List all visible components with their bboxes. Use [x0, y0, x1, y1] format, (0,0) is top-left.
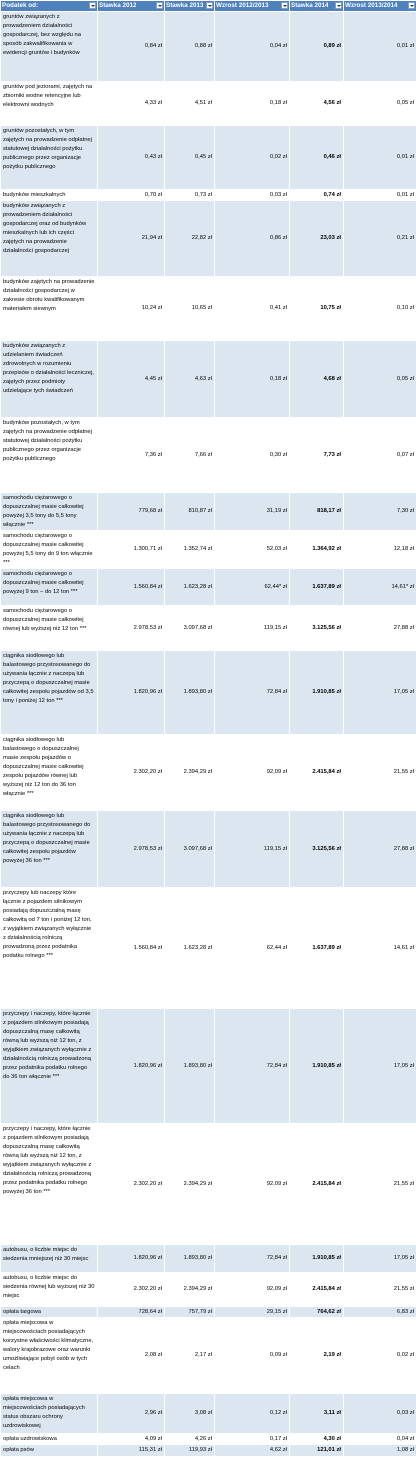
- cell-wzrost-2013-2014: 0,01 zł: [344, 126, 416, 190]
- cell-stawka-2013: 0,73 zł: [165, 190, 215, 201]
- cell-wzrost-2013-2014: 0,04 zł: [344, 1434, 416, 1445]
- cell-wzrost-2013-2014: 14,61 zł: [344, 888, 416, 1009]
- filter-dropdown-icon[interactable]: [156, 2, 163, 9]
- cell-stawka-2012: 4,45 zł: [98, 341, 165, 418]
- cell-stawka-2012: 0,84 zł: [98, 12, 165, 82]
- cell-stawka-2014: 2.415,84 zł: [290, 1124, 344, 1245]
- table-row: [1, 418, 416, 493]
- cell-stawka-2013: 2,17 zł: [165, 1318, 215, 1394]
- header-podatek: Podatek od:: [1, 1, 98, 12]
- cell-wzrost-2012-2013: 0,30 zł: [215, 418, 290, 493]
- cell-wzrost-2013-2014: 12,18 zł: [344, 531, 416, 569]
- cell-stawka-2013: 1.893,80 zł: [165, 1245, 215, 1273]
- table-row: [1, 1273, 416, 1307]
- header-wzrost-2012-2013: Wzrost 2012/2013: [215, 1, 290, 12]
- table-row: [1, 126, 416, 190]
- cell-wzrost-2012-2013: 119,15 zł: [215, 811, 290, 888]
- cell-wzrost-2012-2013: 0,02 zł: [215, 126, 290, 190]
- cell-stawka-2013: 4,63 zł: [165, 341, 215, 418]
- cell-description: opłata miejscowa w miejscowościach posiadających korzystne właściwości klimatyczne, walory krajobrazowe oraz warunki umożliwiające pobyt osób w tych celach: [1, 1318, 98, 1394]
- table-body: [1, 12, 416, 1457]
- cell-description: opłata uzdrowiskowa: [1, 1434, 98, 1445]
- cell-wzrost-2013-2014: 27,88 zł: [344, 811, 416, 888]
- cell-stawka-2014: 2,19 zł: [290, 1318, 344, 1394]
- table-row: [1, 606, 416, 651]
- cell-stawka-2012: 21,94 zł: [98, 201, 165, 277]
- cell-wzrost-2012-2013: 0,18 zł: [215, 341, 290, 418]
- cell-description: gruntów pozostałych, w tym zajętych na prowadzenie odpłatnej statutowej działalności pożytku publicznego przez organizacje pożytku publicznego: [1, 126, 98, 190]
- cell-wzrost-2012-2013: 0,41 zł: [215, 277, 290, 341]
- filter-dropdown-icon[interactable]: [206, 2, 213, 9]
- cell-stawka-2014: 0,46 zł: [290, 126, 344, 190]
- filter-dropdown-icon[interactable]: [281, 2, 288, 9]
- cell-stawka-2012: 2.978,53 zł: [98, 811, 165, 888]
- cell-stawka-2012: 1.820,96 zł: [98, 651, 165, 735]
- table-row: [1, 341, 416, 418]
- cell-stawka-2013: 3.097,68 zł: [165, 811, 215, 888]
- cell-stawka-2012: 2.302,20 zł: [98, 1124, 165, 1245]
- table-row: [1, 277, 416, 341]
- cell-wzrost-2013-2014: 0,01 zł: [344, 190, 416, 201]
- cell-wzrost-2012-2013: 92,09 zł: [215, 735, 290, 811]
- cell-stawka-2012: 1.560,84 zł: [98, 569, 165, 606]
- cell-description: budynków związanych z udzielaniem świadczeń zdrowotnych w rozumieniu przepisów o działalności leczniczej, zajętych przez podmioty udzielające tych świadczeń: [1, 341, 98, 418]
- cell-description: samochodu ciężarowego o dopuszczalnej masie całkowitej powyżej 3,5 tony do 5,5 tony włącznie ***: [1, 493, 98, 531]
- cell-wzrost-2012-2013: 72,84 zł: [215, 1009, 290, 1124]
- cell-stawka-2012: 728,64 zł: [98, 1307, 165, 1318]
- cell-wzrost-2012-2013: 0,86 zł: [215, 201, 290, 277]
- filter-dropdown-icon[interactable]: [335, 2, 342, 9]
- cell-wzrost-2013-2014: 21,55 zł: [344, 1273, 416, 1307]
- cell-stawka-2012: 1.560,84 zł: [98, 888, 165, 1009]
- cell-wzrost-2012-2013: 31,19 zł: [215, 493, 290, 531]
- cell-wzrost-2012-2013: 72,84 zł: [215, 1245, 290, 1273]
- cell-stawka-2014: 0,89 zł: [290, 12, 344, 82]
- cell-wzrost-2013-2014: 27,88 zł: [344, 606, 416, 651]
- cell-stawka-2012: 7,36 zł: [98, 418, 165, 493]
- cell-stawka-2014: 7,73 zł: [290, 418, 344, 493]
- cell-stawka-2013: 2.394,29 zł: [165, 1273, 215, 1307]
- header-stawka-2014: Stawka 2014: [290, 1, 344, 12]
- cell-stawka-2014: 2.415,84 zł: [290, 735, 344, 811]
- cell-stawka-2014: 3.125,56 zł: [290, 811, 344, 888]
- cell-wzrost-2012-2013: 29,15 zł: [215, 1307, 290, 1318]
- cell-description: budynków zajętych na prowadzenie działalności gospodarczej w zakresie obrotu kwalifikowanym materiałem siewnym: [1, 277, 98, 341]
- cell-stawka-2012: 2.302,20 zł: [98, 735, 165, 811]
- cell-stawka-2014: 1.637,89 zł: [290, 569, 344, 606]
- cell-stawka-2012: 0,43 zł: [98, 126, 165, 190]
- cell-description: przyczepy i naczepy, które łącznie z pojazdem silnikowym posiadają dopuszczalną masę całkowitą równą lub wyższą niż 12 ton, z wyjątkiem związanych wyłącznie z działalnością rolniczą prowadzoną przez podatnika podatku rolnego do 36 ton włącznie ***: [1, 1009, 98, 1124]
- table-row: [1, 1009, 416, 1124]
- cell-stawka-2013: 0,88 zł: [165, 12, 215, 82]
- table-row: [1, 82, 416, 126]
- cell-stawka-2014: 1.910,85 zł: [290, 651, 344, 735]
- cell-description: ciągnika siodłowego lub balastowego przystosowanego do używania łącznie z naczepą lub przyczepą o dopuszczalnej masie całkowitej zespołu pojazdów od 3,5 tony i poniżej 12 ton ***: [1, 651, 98, 735]
- cell-wzrost-2012-2013: 0,03 zł: [215, 190, 290, 201]
- cell-wzrost-2012-2013: 0,18 zł: [215, 82, 290, 126]
- cell-description: przyczepy lub naczepy które łącznie z pojazdem silnikowym posiadają dopuszczalną masę całkowitą od 7 ton i poniżej 12 ton, z wyjątkiem związanych wyłącznie z działalnością rolniczą prowadzoną przez podatnika podatku rolnego ***: [1, 888, 98, 1009]
- cell-wzrost-2013-2014: 0,21 zł: [344, 201, 416, 277]
- cell-wzrost-2013-2014: 0,01 zł: [344, 12, 416, 82]
- cell-stawka-2014: 0,74 zł: [290, 190, 344, 201]
- cell-stawka-2013: 3,08 zł: [165, 1394, 215, 1434]
- cell-description: ciągnika siodłowego lub balastowego przystosowanego do używania łącznie z naczepą lub przyczepą o dopuszczalnej masie całkowitej zespołu pojazdów powyżej 36 ton ***: [1, 811, 98, 888]
- cell-stawka-2013: 0,45 zł: [165, 126, 215, 190]
- cell-description: opłata miejscowa w miejscowościach posiadających status obszaru ochrony uzdrowiskowej: [1, 1394, 98, 1434]
- cell-stawka-2014: 764,62 zł: [290, 1307, 344, 1318]
- cell-stawka-2013: 119,93 zł: [165, 1445, 215, 1457]
- cell-wzrost-2012-2013: 4,62 zł: [215, 1445, 290, 1457]
- cell-stawka-2014: 1.910,85 zł: [290, 1009, 344, 1124]
- cell-wzrost-2013-2014: 21,55 zł: [344, 1124, 416, 1245]
- cell-stawka-2012: 10,24 zł: [98, 277, 165, 341]
- cell-stawka-2014: 4,30 zł: [290, 1434, 344, 1445]
- cell-stawka-2013: 1.893,80 zł: [165, 1009, 215, 1124]
- header-stawka-2012: Stawka 2012: [98, 1, 165, 12]
- cell-wzrost-2013-2014: 6,83 zł: [344, 1307, 416, 1318]
- table-row: [1, 1394, 416, 1434]
- cell-wzrost-2013-2014: 0,03 zł: [344, 1394, 416, 1434]
- cell-description: opłata psów: [1, 1445, 98, 1457]
- cell-stawka-2013: 1.623,28 zł: [165, 569, 215, 606]
- cell-wzrost-2013-2014: 14,61* zł: [344, 569, 416, 606]
- cell-stawka-2012: 1.820,96 zł: [98, 1245, 165, 1273]
- cell-stawka-2013: 810,87 zł: [165, 493, 215, 531]
- table-row: [1, 12, 416, 82]
- cell-wzrost-2012-2013: 72,84 zł: [215, 651, 290, 735]
- cell-wzrost-2013-2014: 0,05 zł: [344, 341, 416, 418]
- cell-wzrost-2013-2014: 17,05 zł: [344, 1245, 416, 1273]
- cell-stawka-2013: 1.352,74 zł: [165, 531, 215, 569]
- table-row: [1, 531, 416, 569]
- cell-wzrost-2012-2013: 0,09 zł: [215, 1318, 290, 1394]
- cell-stawka-2014: 1.910,85 zł: [290, 1245, 344, 1273]
- cell-stawka-2013: 1.623,28 zł: [165, 888, 215, 1009]
- cell-stawka-2013: 4,26 zł: [165, 1434, 215, 1445]
- cell-stawka-2012: 779,68 zł: [98, 493, 165, 531]
- table-row: [1, 1445, 416, 1457]
- cell-wzrost-2013-2014: 0,07 zł: [344, 418, 416, 493]
- cell-stawka-2013: 4,51 zł: [165, 82, 215, 126]
- cell-description: samochodu ciężarowego o dopuszczalnej masie całkowitej powyżej 5,5 tony do 9 ton włącznie ***: [1, 531, 98, 569]
- cell-stawka-2013: 3.097,68 zł: [165, 606, 215, 651]
- table-row: [1, 735, 416, 811]
- cell-stawka-2012: 1.300,71 zł: [98, 531, 165, 569]
- header-stawka-2013: Stawka 2013: [165, 1, 215, 12]
- cell-stawka-2012: 4,09 zł: [98, 1434, 165, 1445]
- table-row: [1, 1434, 416, 1445]
- cell-stawka-2013: 22,82 zł: [165, 201, 215, 277]
- cell-description: budynków pozostałych, w tym zajętych na prowadzenie odpłatnej statutowej działalności pożytku publicznego przez organizacje pożytku publicznego: [1, 418, 98, 493]
- cell-stawka-2012: 2,08 zł: [98, 1318, 165, 1394]
- cell-wzrost-2013-2014: 17,05 zł: [344, 1009, 416, 1124]
- cell-stawka-2014: 4,68 zł: [290, 341, 344, 418]
- filter-dropdown-icon[interactable]: [408, 2, 415, 9]
- table-row: [1, 569, 416, 606]
- cell-stawka-2012: 2.978,53 zł: [98, 606, 165, 651]
- cell-description: autobusu, o liczbie miejsc do siedzenia mniejszej niż 30 miejsc: [1, 1245, 98, 1273]
- cell-wzrost-2012-2013: 0,04 zł: [215, 12, 290, 82]
- cell-stawka-2013: 10,65 zł: [165, 277, 215, 341]
- cell-wzrost-2012-2013: 92,09 zł: [215, 1124, 290, 1245]
- cell-wzrost-2012-2013: 52,03 zł: [215, 531, 290, 569]
- filter-dropdown-icon[interactable]: [89, 2, 96, 9]
- cell-description: gruntów związanych z prowadzeniem działalności gospodarczej, bez względu na sposób zakwalifikowania w ewidencji gruntów i budynków: [1, 12, 98, 82]
- cell-wzrost-2013-2014: 0,02 zł: [344, 1318, 416, 1394]
- cell-wzrost-2012-2013: 0,12 zł: [215, 1394, 290, 1434]
- cell-description: gruntów pod jeziorami, zajętych na zbiorniki wodne retencyjne lub elektrowni wodnych: [1, 82, 98, 126]
- cell-wzrost-2012-2013: 92,09 zł: [215, 1273, 290, 1307]
- cell-wzrost-2013-2014: 1,08 zł: [344, 1445, 416, 1457]
- table-row: [1, 1318, 416, 1394]
- cell-description: samochodu ciężarowego o dopuszczalnej masie całkowitej powyżej 9 ton – do 12 ton ***: [1, 569, 98, 606]
- cell-description: budynków mieszkalnych: [1, 190, 98, 201]
- table-row: [1, 201, 416, 277]
- cell-wzrost-2012-2013: 0,17 zł: [215, 1434, 290, 1445]
- table-row: [1, 651, 416, 735]
- cell-stawka-2014: 23,03 zł: [290, 201, 344, 277]
- cell-stawka-2013: 7,66 zł: [165, 418, 215, 493]
- table-row: [1, 493, 416, 531]
- cell-stawka-2014: 3,11 zł: [290, 1394, 344, 1434]
- cell-wzrost-2012-2013: 62,44* zł: [215, 569, 290, 606]
- cell-description: opłata targowa: [1, 1307, 98, 1318]
- cell-stawka-2013: 2.394,29 zł: [165, 1124, 215, 1245]
- cell-stawka-2012: 0,70 zł: [98, 190, 165, 201]
- cell-stawka-2014: 121,01 zł: [290, 1445, 344, 1457]
- cell-stawka-2012: 115,31 zł: [98, 1445, 165, 1457]
- cell-stawka-2014: 10,75 zł: [290, 277, 344, 341]
- cell-description: przyczepy i naczepy, które łącznie z pojazdem silnikowym posiadają dopuszczalną masę całkowitą równą lub wyższą niż 12 ton, z wyjątkiem związanych wyłącznie z działalnością rolniczą prowadzoną przez podatnika podatku rolnego powyżej 36 ton ***: [1, 1124, 98, 1245]
- table-row: [1, 811, 416, 888]
- cell-stawka-2014: 818,17 zł: [290, 493, 344, 531]
- cell-stawka-2012: 2,96 zł: [98, 1394, 165, 1434]
- cell-stawka-2013: 757,79 zł: [165, 1307, 215, 1318]
- cell-stawka-2014: 1.364,92 zł: [290, 531, 344, 569]
- cell-description: budynków związanych z prowadzeniem działalności gospodarczej oraz od budynków mieszkalnych lub ich części zajętych na prowadzenie działalności gospodarczej: [1, 201, 98, 277]
- cell-description: autobusu, o liczbie miejsc do siedzenia równej lub wyższej niż 30 miejsc: [1, 1273, 98, 1307]
- table-row: [1, 1307, 416, 1318]
- table-row: [1, 1124, 416, 1245]
- table-row: [1, 1245, 416, 1273]
- cell-stawka-2013: 1.893,80 zł: [165, 651, 215, 735]
- cell-stawka-2014: 1.637,89 zł: [290, 888, 344, 1009]
- table-row: [1, 888, 416, 1009]
- cell-stawka-2014: 2.415,84 zł: [290, 1273, 344, 1307]
- cell-stawka-2012: 4,33 zł: [98, 82, 165, 126]
- cell-stawka-2013: 2.394,29 zł: [165, 735, 215, 811]
- cell-wzrost-2012-2013: 62,44 zł: [215, 888, 290, 1009]
- cell-description: samochodu ciężarowego o dopuszczalnej masie całkowitej równej lub wyższej niż 12 ton ***: [1, 606, 98, 651]
- cell-wzrost-2013-2014: 7,30 zł: [344, 493, 416, 531]
- cell-wzrost-2012-2013: 119,15 zł: [215, 606, 290, 651]
- header-wzrost-2013-2014: Wzrost 2013/2014: [344, 1, 416, 12]
- cell-wzrost-2013-2014: 0,05 zł: [344, 82, 416, 126]
- cell-wzrost-2013-2014: 0,10 zł: [344, 277, 416, 341]
- cell-wzrost-2013-2014: 17,05 zł: [344, 651, 416, 735]
- cell-wzrost-2013-2014: 21,55 zł: [344, 735, 416, 811]
- cell-stawka-2014: 4,56 zł: [290, 82, 344, 126]
- cell-stawka-2012: 2.302,20 zł: [98, 1273, 165, 1307]
- header-row: [1, 1, 416, 12]
- cell-description: ciągnika siodłowego lub balastowego o dopuszczalnej masie zespołu pojazdów o dopuszczalnej masie całkowitej zespołu pojazdów równej lub wyższej niż 12 ton do 36 ton włącznie ***: [1, 735, 98, 811]
- cell-stawka-2014: 3.125,56 zł: [290, 606, 344, 651]
- cell-stawka-2012: 1.820,96 zł: [98, 1009, 165, 1124]
- table-row: [1, 190, 416, 201]
